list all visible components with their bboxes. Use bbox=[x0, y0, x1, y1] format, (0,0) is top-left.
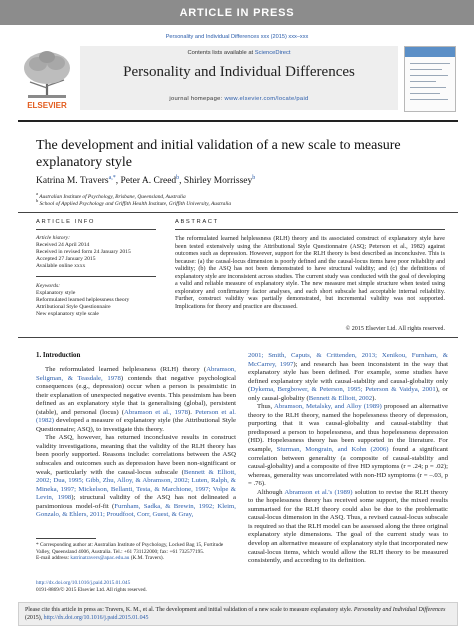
abstract-heading: ABSTRACT bbox=[175, 219, 219, 225]
corresponding-footnote: * Corresponding author at: Australian Institute of Psychology, Locked Bag 15, Fortitude Valley, Queensland 4006, Australia. Tel.: +61 731122000; fax: +61 732577195. E-mail address: katrinatravers@apac.edu.au (K.M. Travers). bbox=[36, 542, 224, 562]
journal-info-box bbox=[80, 46, 398, 110]
doi-link[interactable]: http://dx.doi.org/10.1016/j.paid.2015.01.045 bbox=[36, 580, 131, 586]
reference-link[interactable]: Abramson, Metalsky, and Alloy (1989) bbox=[274, 403, 382, 411]
abstract-rule bbox=[18, 337, 458, 338]
reference-link[interactable]: 2001; Smith, Caputs, & Crittenden, 2013; Xenikou, Furnham, & McCarrey, 1997 bbox=[248, 352, 448, 368]
body-text: The ASQ, however, has returned inconclusive results in construct validity investigations, meaning that the validity of the RLH theory has been poorly supported. Reasons include: correlations between the ASQ subscales and outcomes such as depression have been non-significant or weak, particularly with the causal-locus subscale ( bbox=[36, 434, 236, 476]
paragraph bbox=[36, 434, 236, 519]
body-text: ). bbox=[372, 394, 377, 402]
contents-prefix: Contents lists available at bbox=[187, 50, 255, 56]
issn-line: 0191-8869/© 2015 Elsevier Ltd. All rights reserved. bbox=[36, 586, 147, 593]
history-label: Article history: bbox=[36, 235, 71, 241]
body-text: ); and research has been inconsistent in the way that explanatory style has been defined. For example, some studies have defined explanatory style with causal-stability and causal-globality only ( bbox=[248, 360, 448, 394]
body-text: solution to revise the RLH theory to the hopelessness theory has received some support, the mixed results summarised for the RLH theory could also be due to the problematic causal-locus dimension in the ASQ. Thus, a revised causal-locus subscale is required so that the RLH model can be assessed along the three original explanatory style dimensions. The goal of the current study was to develop an alternative measure of explanatory style that incorporated new causal-locus items, which would allow the RLH theory to be measured consistently, and according to its definition. bbox=[248, 488, 449, 565]
homepage-link[interactable]: www.elsevier.com/locate/paid bbox=[224, 96, 309, 102]
paragraph bbox=[36, 366, 236, 434]
cite-doi-link[interactable]: http://dx.doi.org/10.1016/j.paid.2015.01.045 bbox=[43, 615, 149, 621]
article-in-press-banner: ARTICLE IN PRESS bbox=[0, 0, 474, 25]
reference-link[interactable]: Abramson et al.'s (1989) bbox=[284, 488, 353, 496]
history-item: Received in revised form 24 January 2015 bbox=[36, 249, 131, 255]
author-name[interactable]: Katrina M. Travers bbox=[36, 176, 109, 187]
abstract-copyright: © 2015 Elsevier Ltd. All rights reserved. bbox=[345, 326, 445, 332]
sciencedirect-link[interactable]: ScienceDirect bbox=[254, 50, 291, 56]
footnote-rule bbox=[36, 538, 96, 539]
elsevier-logo bbox=[18, 46, 76, 112]
journal-title: Personality and Individual Differences bbox=[123, 64, 355, 80]
author-name[interactable]: Shirley Morrissey bbox=[183, 176, 253, 187]
body-text: The reformulated learned helplessness (RLH) theory ( bbox=[45, 366, 207, 373]
author-name[interactable]: Peter A. Creed bbox=[120, 176, 177, 187]
abstract-text: The reformulated learned helplessness (RLH) theory and its associated construct of explanatory style have been tested extensively using the Attributional Style Questionnaire (ASQ; Peterson et al., 1982) against outcomes such as depression. However, support for the RLH theory is best described as inconclusive. This is because: (a) the causal-locus dimension is poorly defined and the causal-locus items have poor reliability and validity; (b) the ASQ has not been demonstrated to have structural validity; and (c) the definitions of explanatory style are inconsistent across studies. The current study was conducted with the goal of developing a valid and reliable measure of explanatory style. The new measure met simple structure when tested using exploratory and confirmatory factor analyses, and each short subscale had acceptable internal reliability. Further, construct validity was partially demonstrated, but incremental validity was not supported. Implications for theory and practice are discussed. bbox=[175, 236, 445, 310]
reference-link[interactable]: Abramson et al., 1978 bbox=[123, 408, 189, 416]
affiliation: $^b$ School of Applied Psychology and Griffith Health Institute, Griffith University, Australia bbox=[36, 198, 232, 207]
keywords bbox=[36, 283, 129, 318]
section-heading: 1. Introduction bbox=[36, 352, 81, 359]
reference-link[interactable]: Dykema, Bergbower, & Peterson, 1995; Peterson & Vaidya, 2001 bbox=[250, 386, 436, 394]
keyword: Attributional Style Questionnaire bbox=[36, 304, 111, 310]
cite-this-article-box: Please cite this article in press as: Travers, K. M., et al. The development and initial validation of a new scale to measure explanatory style. Personality and Individual Differences (2015), http://dx.doi.org/10.1016/j.paid.2015.01.045 bbox=[18, 602, 458, 626]
author-marks: b bbox=[176, 175, 180, 181]
email-link[interactable]: katrinatravers@apac.edu.au bbox=[70, 555, 130, 562]
affiliation-rule bbox=[18, 212, 458, 213]
author-list: Katrina M. Travers$^{a,*}$, Peter A. Creed$^b$, Shirley Morrissey$^b$ bbox=[36, 175, 256, 187]
doi-footnote bbox=[36, 580, 236, 593]
journal-homepage bbox=[80, 96, 398, 102]
author-marks: a,* bbox=[108, 175, 116, 181]
paragraph bbox=[248, 403, 448, 488]
keyword: New explanatory style scale bbox=[36, 311, 99, 317]
article-info-heading: ARTICLE INFO bbox=[36, 219, 96, 225]
body-text: Although bbox=[257, 488, 285, 496]
article-title: The development and initial validation of a new scale to measure explanatory style bbox=[36, 138, 401, 170]
journal-header bbox=[18, 46, 458, 114]
affiliation: $^a$ Australian Institute of Psychology, Brisbane, Queensland, Australia bbox=[36, 191, 186, 200]
author-marks: b bbox=[252, 175, 256, 181]
history-item: Received 24 April 2014 bbox=[36, 242, 90, 248]
body-text: proposed an alternative theory to the RLH theory, named the hopelessness theory of depression, purporting that it was causal-globality and causal-stability that predisposed a person to hopelessness, and thus hopelessness depression (HD). Hopelessness theory has been supported in the literature. For example, bbox=[248, 403, 448, 454]
body-text: Thus, bbox=[257, 403, 275, 411]
body-text: ), or only causal-globality ( bbox=[248, 386, 448, 402]
body-left-column bbox=[36, 366, 236, 520]
body-text: ) contends that negative psychological consequences (e.g., depression) occur when a person is pessimistic in their explanation of unexpected negative events. This pessimism has been defined as an explanatory style that is generalising (global), persistent (stable), and personal (locus) ( bbox=[36, 374, 236, 416]
header-rule bbox=[18, 120, 458, 122]
reference-link[interactable]: Bennett & Elliott, 2002 bbox=[308, 394, 373, 402]
elsevier-wordmark: ELSEVIER bbox=[27, 101, 67, 110]
history-item: Accepted 27 January 2015 bbox=[36, 256, 96, 262]
paragraph bbox=[248, 489, 448, 566]
reference-link[interactable]: Bennett & Elliott, 2002; Dua, 1995; Gibb, Zhu, Alloy, & Abramson, 2002; Luten, Ralph, & Mineka, 1997; Mickelson, Bellanti, Testa, & Marchione, 1997; Volpe & Levin, 1998 bbox=[36, 468, 236, 502]
keyword: Explanatory style bbox=[36, 290, 76, 296]
reference-link[interactable]: Sturman, Mongrain, and Kohn (2006) bbox=[276, 446, 389, 454]
body-text: ). bbox=[188, 408, 196, 416]
keywords-label: Keywords: bbox=[36, 283, 61, 289]
paragraph bbox=[248, 352, 448, 403]
journal-citation-line: Personality and Individual Differences xxx (2015) xxx–xxx bbox=[165, 34, 309, 40]
body-text: found a significant correlation between generality (a composite of causal-stability and causal-globality) and a composite of five HD symptoms (r = .24; p = .02); whereas, generality was uncorrelated with non-HD symptoms (r = –.03, p = .76). bbox=[248, 446, 448, 488]
keyword: Reformulated learned helplessness theory bbox=[36, 297, 130, 303]
history-item: Available online xxxx bbox=[36, 263, 86, 269]
contents-line bbox=[80, 50, 398, 56]
body-text: ); structural validity of the ASQ has not delineated a parsimonious model-of-fit ( bbox=[36, 494, 236, 510]
article-history bbox=[36, 235, 131, 270]
body-text: developed a measure of explanatory style (the Attributional Style Questionnaire; ASQ), to investigate this theory. bbox=[36, 417, 236, 433]
homepage-prefix: journal homepage: bbox=[169, 96, 225, 102]
body-right-column bbox=[248, 352, 448, 566]
reference-link[interactable]: Abramson, Seligman, & Teasdale, 1978 bbox=[36, 366, 236, 382]
journal-cover-thumbnail bbox=[404, 46, 456, 112]
reference-link[interactable]: Furnham, Sadka, & Brewin, 1992; Kleim, Gonzalo, & Ehlers, 2011; Proudfoot, Corr, Guest, & Gray, bbox=[36, 502, 236, 519]
reference-link[interactable]: Peterson et al. (1982) bbox=[36, 408, 236, 425]
